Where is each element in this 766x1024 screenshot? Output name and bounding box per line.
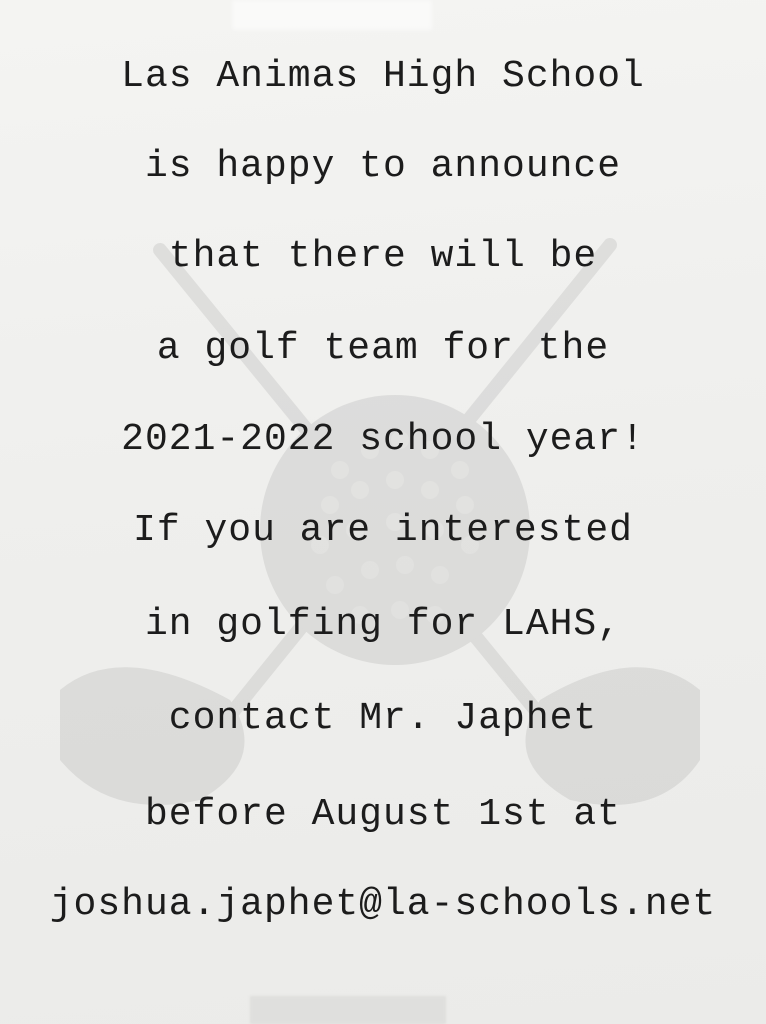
line-school-year: 2021-2022 school year!	[121, 418, 645, 461]
line-school-name: Las Animas High School	[121, 55, 645, 98]
line-golfing-for: in golfing for LAHS,	[144, 603, 622, 646]
contact-email: joshua.japhet@la-schools.net	[49, 883, 717, 926]
line-announce: is happy to announce	[144, 145, 622, 188]
line-if-interested: If you are interested	[133, 509, 633, 552]
line-deadline: before August 1st at	[144, 793, 622, 836]
tape-bottom	[250, 996, 446, 1024]
line-contact: contact Mr. Japhet	[168, 697, 598, 740]
line-there-will-be: that there will be	[168, 235, 598, 278]
line-golf-team: a golf team for the	[156, 327, 610, 370]
